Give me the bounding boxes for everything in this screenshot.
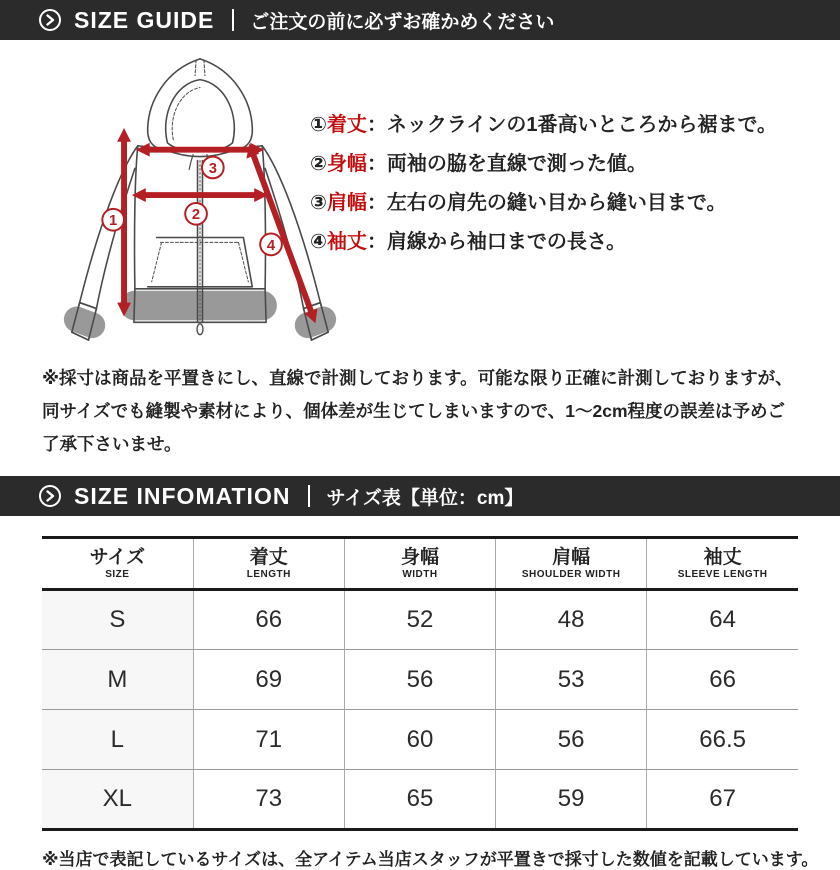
cell-width: 52 <box>344 590 495 650</box>
legend-number: ④ <box>310 231 327 253</box>
cell-sleeve: 67 <box>647 770 798 830</box>
cell-size: XL <box>42 770 193 830</box>
col-header-width: 身幅 WIDTH <box>344 538 495 590</box>
cell-width: 56 <box>344 650 495 710</box>
cell-shoulder: 53 <box>496 650 647 710</box>
legend-number: ② <box>310 153 327 175</box>
measurement-note: ※採寸は商品を平置きにし、直線で計測しております。可能な限り正確に計測しておりますが、同サイズでも縫製や素材により、個体差が生じてしまいますので、1～2cm程度の誤差は予めご了承下さいませ。 <box>42 368 793 454</box>
legend-term: 袖丈 <box>326 231 367 253</box>
table-row-s <box>42 590 798 650</box>
legend-item-width <box>310 145 777 184</box>
legend-term: 身幅 <box>326 153 367 175</box>
size-table-header-row <box>42 538 798 590</box>
size-information-title: SIZE INFOMATION <box>74 482 291 509</box>
legend-number: ③ <box>310 192 327 214</box>
measurement-legend <box>310 40 777 350</box>
size-information-header <box>0 476 840 516</box>
cell-size: L <box>42 710 193 770</box>
table-row-m <box>42 650 798 710</box>
cell-shoulder: 56 <box>496 710 647 770</box>
table-row-xl <box>42 770 798 830</box>
legend-item-shoulder <box>310 184 777 223</box>
diagram-mark-4: 4 <box>266 237 276 254</box>
legend-number: ① <box>310 114 327 136</box>
legend-description: ：肩線から袖口までの長さ。 <box>366 231 627 253</box>
chevron-circle-icon <box>38 484 62 508</box>
cell-length: 71 <box>193 710 344 770</box>
size-information-subtitle: サイズ表【単位：cm】 <box>326 487 524 509</box>
cell-width: 65 <box>344 770 495 830</box>
cell-shoulder: 59 <box>496 770 647 830</box>
legend-description: ：両袖の脇を直線で測った値。 <box>366 153 647 175</box>
cell-length: 73 <box>193 770 344 830</box>
legend-term: 着丈 <box>326 114 367 136</box>
cell-width: 60 <box>344 710 495 770</box>
table-row-l <box>42 710 798 770</box>
size-guide-subtitle: ご注文の前に必ずお確かめください <box>250 11 555 33</box>
hoodie-diagram <box>0 40 310 350</box>
col-header-size: サイズ SIZE <box>42 538 193 590</box>
header-divider <box>308 485 310 507</box>
legend-description: ：ネックラインの1番高いところから裾まで。 <box>366 114 778 136</box>
footer-note: ※当店で表記しているサイズは、全アイテム当店スタッフが平置きで採寸した数値を記載しています。 <box>42 850 819 869</box>
legend-item-sleeve <box>310 223 777 262</box>
cell-size: S <box>42 590 193 650</box>
legend-term: 肩幅 <box>326 192 367 214</box>
legend-item-length <box>310 106 777 145</box>
diagram-mark-1: 1 <box>109 213 118 230</box>
header-divider <box>232 9 234 31</box>
col-header-length: 着丈 LENGTH <box>193 538 344 590</box>
cell-sleeve: 66.5 <box>647 710 798 770</box>
size-guide-title: SIZE GUIDE <box>74 6 215 33</box>
cell-length: 66 <box>193 590 344 650</box>
col-header-sleeve: 袖丈 SLEEVE LENGTH <box>647 538 798 590</box>
diagram-mark-3: 3 <box>208 160 217 177</box>
size-guide-header <box>0 0 840 40</box>
cell-sleeve: 64 <box>647 590 798 650</box>
chevron-circle-icon <box>38 8 62 32</box>
cell-length: 69 <box>193 650 344 710</box>
size-table <box>42 536 798 831</box>
measurement-section <box>0 40 840 350</box>
legend-description: ：左右の肩先の縫い目から縫い目まで。 <box>366 192 727 214</box>
col-header-shoulder: 肩幅 SHOULDER WIDTH <box>496 538 647 590</box>
cell-size: M <box>42 650 193 710</box>
cell-sleeve: 66 <box>647 650 798 710</box>
diagram-mark-2: 2 <box>191 207 201 224</box>
cell-shoulder: 48 <box>496 590 647 650</box>
